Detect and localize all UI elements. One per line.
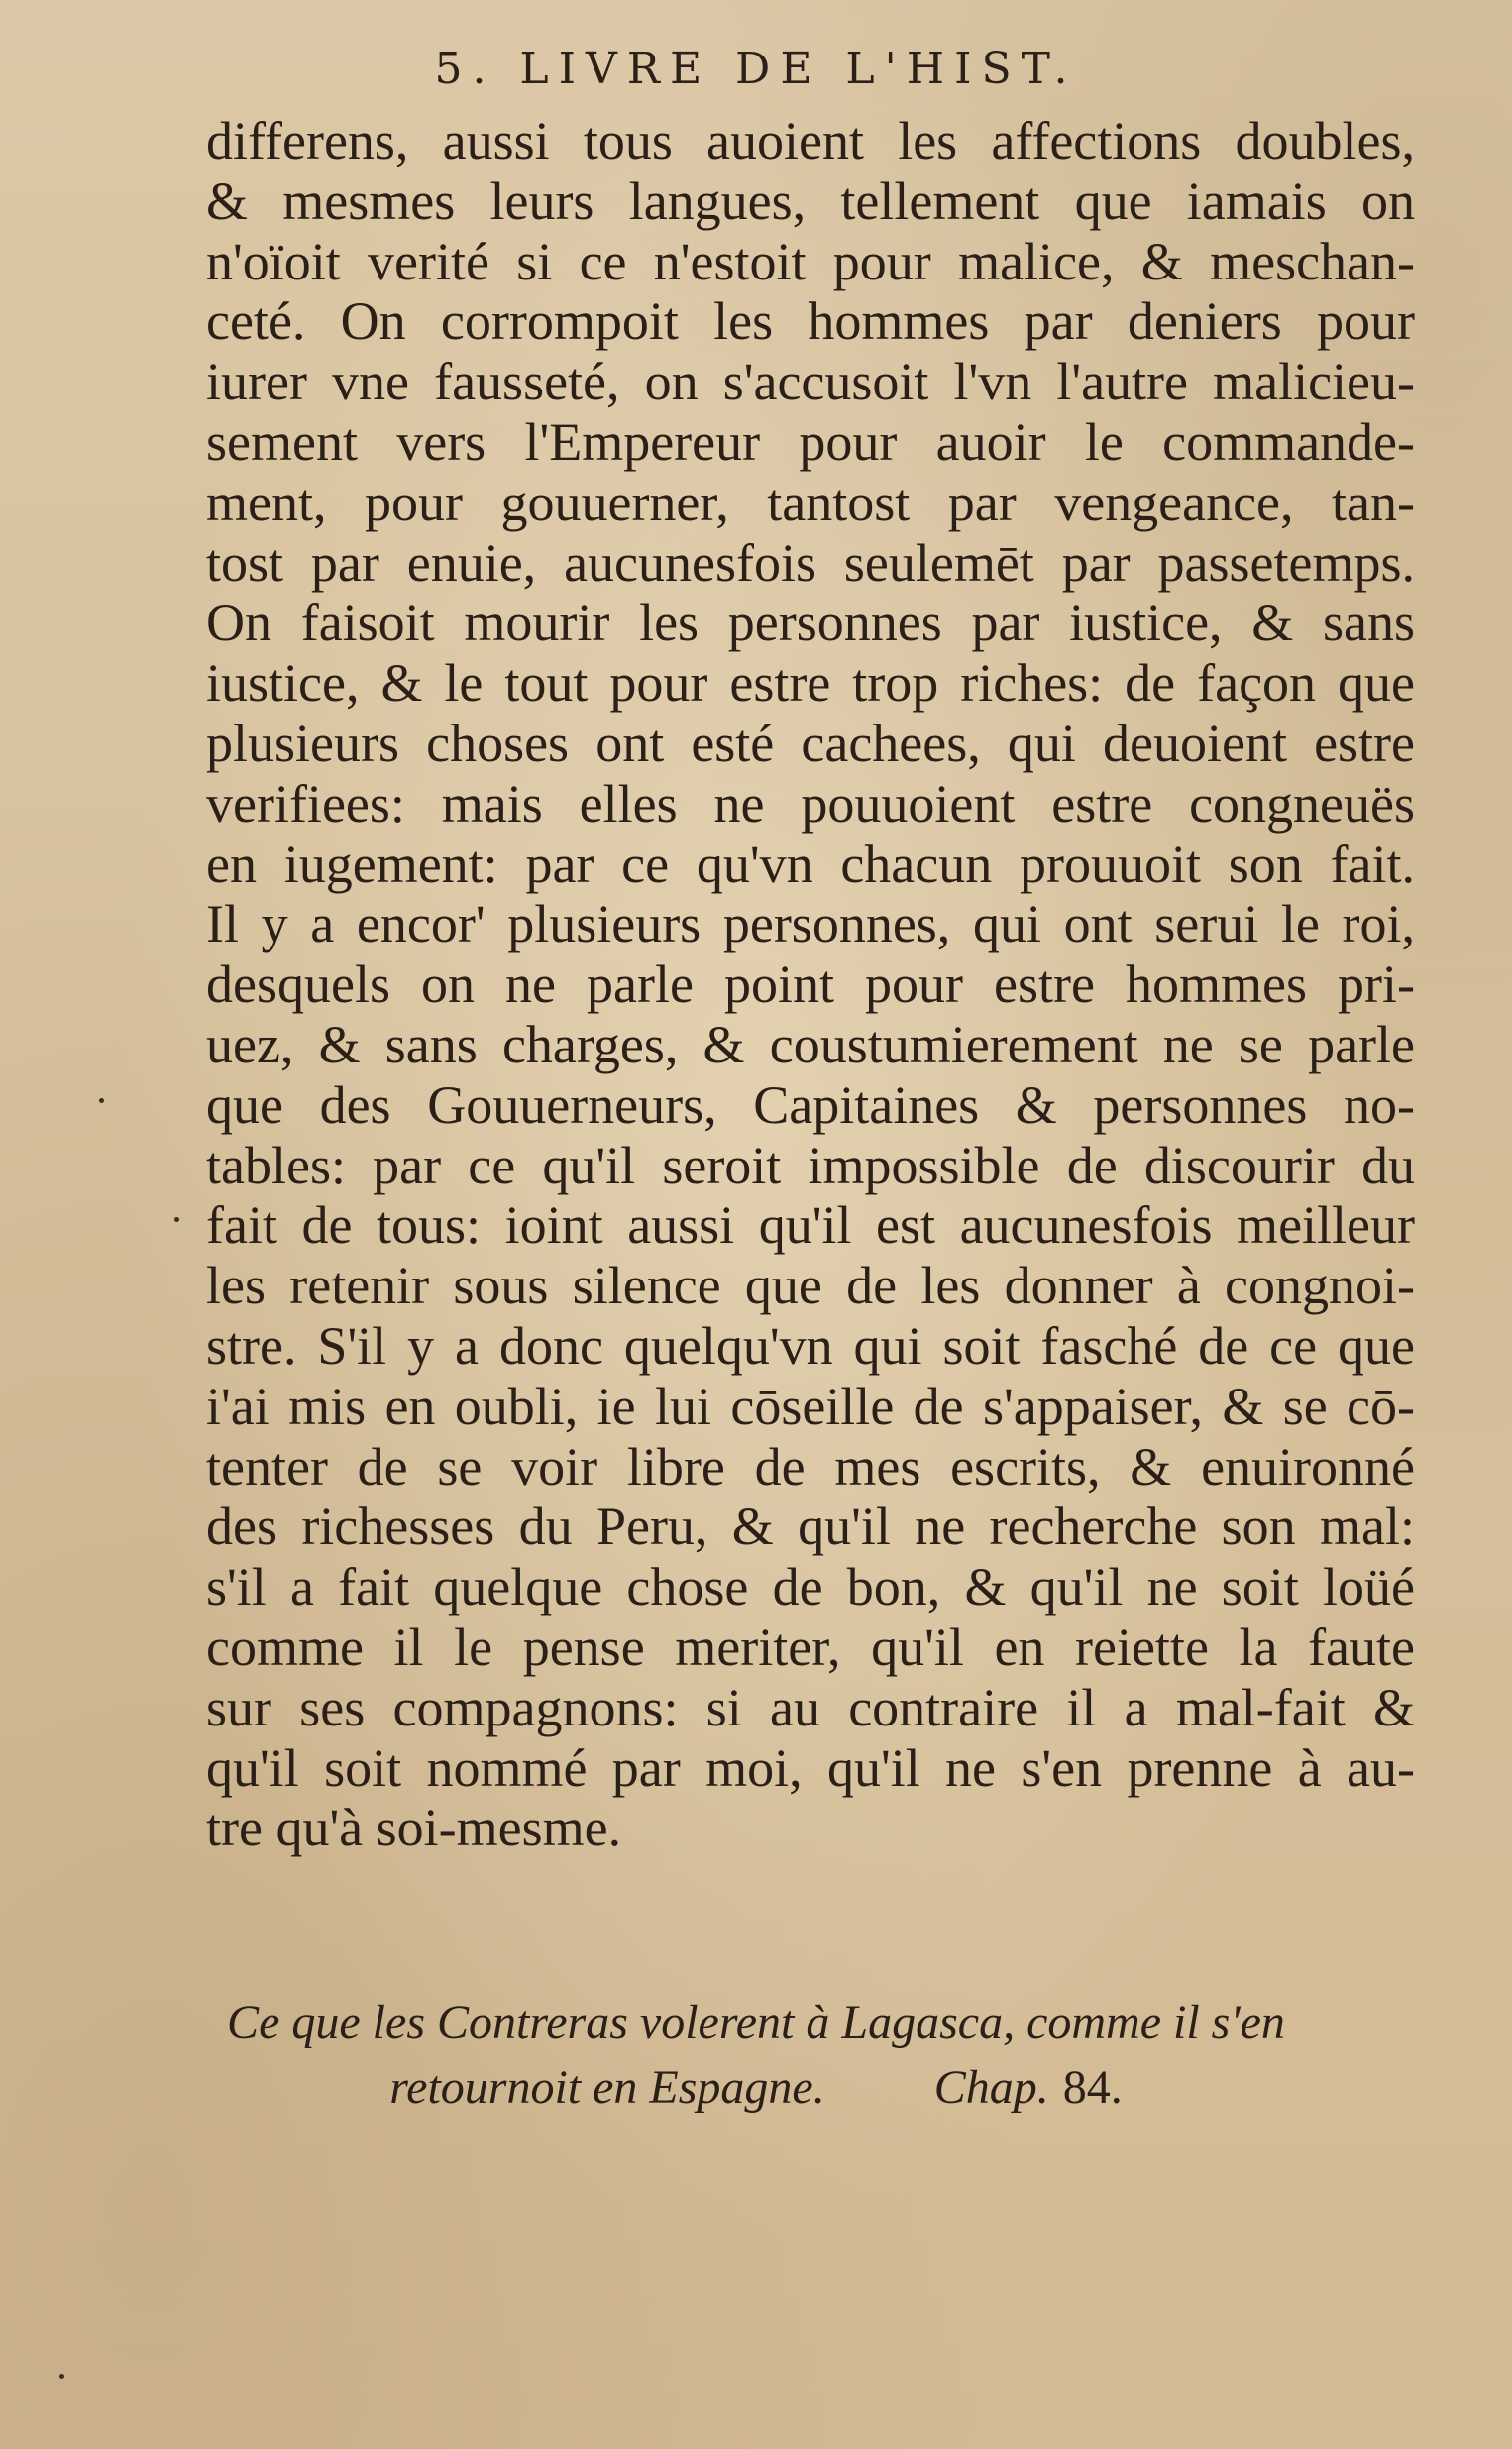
- text-line: uez, & sans charges, & coustumierement ne se parle: [206, 1014, 1415, 1074]
- text-line: comme il le pense meriter, qu'il en reiette la faute: [206, 1616, 1415, 1677]
- text-line: desquels on ne parle point pour estre hommes pri-: [206, 954, 1415, 1015]
- text-line: On faisoit mourir les personnes par iustice, & sans: [206, 593, 1415, 653]
- text-line: des richesses du Peru, & qu'il ne recherche son mal:: [206, 1497, 1415, 1557]
- text-line: i'ai mis en oubli, ie lui cōseille de s'appaiser, & se cō-: [206, 1376, 1415, 1436]
- chapter-heading: [0, 1990, 1512, 2121]
- chapter-label: Chap.: [933, 2061, 1049, 2114]
- text-line: tenter de se voir libre de mes escrits, & enuironné: [206, 1436, 1415, 1497]
- text-line: verifiees: mais elles ne pouuoient estre congneuës: [206, 773, 1415, 834]
- text-line: Il y a encor' plusieurs personnes, qui ont serui le roi,: [206, 894, 1415, 954]
- text-line: n'oïoit verité si ce n'estoit pour malice, & meschan-: [206, 231, 1415, 291]
- text-line: sur ses compagnons: si au contraire il a mal-fait &: [206, 1677, 1415, 1737]
- text-line: plusieurs choses ont esté cachees, qui deuoient estre: [206, 713, 1415, 773]
- text-line: tre qu'à soi-mesme.: [206, 1798, 622, 1858]
- text-line: en iugement: par ce qu'vn chacun prouuoit son fait.: [206, 834, 1415, 894]
- ink-speck: [174, 1217, 179, 1222]
- ink-speck: [99, 1098, 104, 1103]
- text-line: les retenir sous silence que de les donner à congnoi-: [206, 1256, 1415, 1316]
- text-line: differens, aussi tous auoient les affections doubles,: [206, 111, 1415, 170]
- running-head: 5. LIVRE DE L'HIST.: [434, 44, 1078, 94]
- chapter-heading-line-2: [0, 2056, 1512, 2121]
- text-line: qu'il soit nommé par moi, qu'il ne s'en prenne à au-: [206, 1737, 1415, 1798]
- chapter-heading-text: retournoit en Espagne.: [389, 2061, 825, 2114]
- chapter-heading-line-1: Ce que les Contreras volerent à Lagasca, comme il s'en: [227, 1996, 1285, 2049]
- text-line: ceté. On corrompoit les hommes par deniers pour: [206, 291, 1415, 352]
- text-line: sement vers l'Empereur pour auoir le commande-: [206, 411, 1415, 472]
- body-paragraph: [206, 111, 1415, 1858]
- text-line: ment, pour gouuerner, tantost par vengeance, tan-: [206, 472, 1415, 532]
- text-line: que des Gouuerneurs, Capitaines & personnes no-: [206, 1074, 1415, 1135]
- text-line: iustice, & le tout pour estre trop riches: de façon que: [206, 653, 1415, 714]
- chapter-number: 84.: [1062, 2061, 1123, 2114]
- text-line: fait de tous: ioint aussi qu'il est aucunesfois meilleur: [206, 1195, 1415, 1256]
- text-line: & mesmes leurs langues, tellement que iamais on: [206, 170, 1415, 231]
- ink-speck: [59, 2374, 64, 2379]
- text-line: stre. S'il y a donc quelqu'vn qui soit fasché de ce que: [206, 1315, 1415, 1376]
- text-line: tost par enuie, aucunesfois seulemēt par passetemps.: [206, 532, 1415, 593]
- text-line: s'il a fait quelque chose de bon, & qu'il ne soit loüé: [206, 1557, 1415, 1617]
- text-line: tables: par ce qu'il seroit impossible de discourir du: [206, 1135, 1415, 1195]
- text-line: iurer vne fausseté, on s'accusoit l'vn l'autre malicieu-: [206, 352, 1415, 412]
